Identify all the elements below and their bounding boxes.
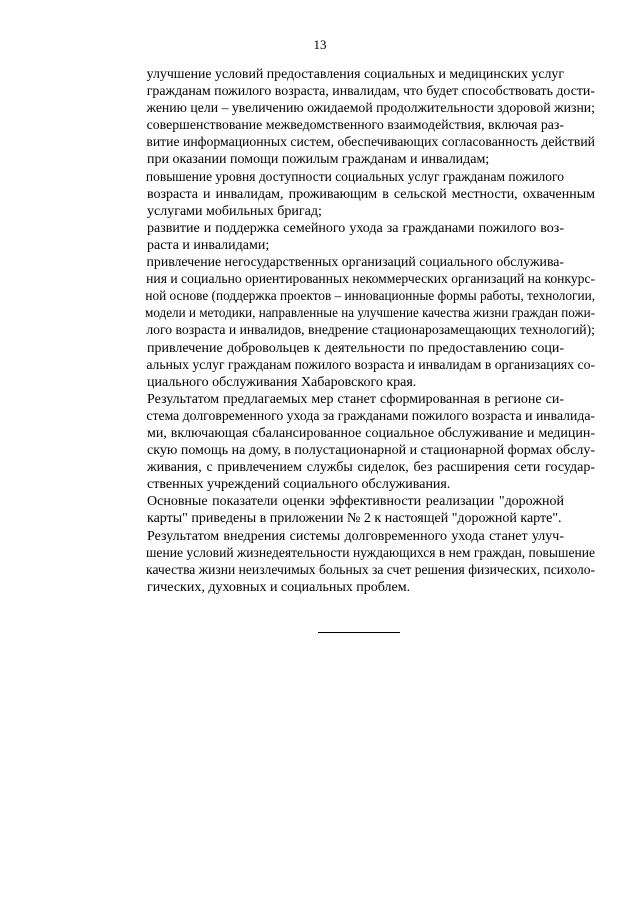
paragraph-interagency-cooperation bbox=[116, 117, 595, 168]
text-line: Результатом предлагаемых мер станет сформированная в регионе си- bbox=[147, 391, 564, 407]
paragraph-service-conditions bbox=[116, 66, 595, 117]
text-line: живания, с привлечением службы сиделок, без расширения сети государ- bbox=[147, 460, 596, 476]
text-line: ния и социально ориентированных некоммерческих организаций на конкурс- bbox=[146, 272, 596, 288]
text-line: улучшение условий предоставления социальных и медицинских услуг bbox=[146, 67, 564, 82]
text-line: стема долговременного ухода за гражданами пожилого возраста и инвалида- bbox=[146, 408, 595, 424]
text-line: привлечение негосударственных организаций социального обслужива- bbox=[146, 255, 564, 271]
page-number: 13 bbox=[313, 37, 327, 52]
body-text bbox=[116, 66, 595, 596]
text-line: совершенствование межведомственного взаимодействия, включая раз- bbox=[146, 118, 564, 134]
text-line: услугами мобильных бригад; bbox=[147, 203, 322, 219]
text-line: развитие и поддержка семейного ухода за гражданами пожилого воз- bbox=[147, 220, 564, 236]
end-separator-line bbox=[318, 632, 400, 633]
text-line: гражданам пожилого возраста, инвалидам, что будет способствовать дости- bbox=[146, 84, 595, 100]
text-line: карты" приведены в приложении № 2 к настоящей "дорожной карте". bbox=[147, 511, 562, 527]
text-line: привлечение добровольцев к деятельности по предоставлению соци- bbox=[147, 340, 564, 356]
text-line: шение условий жизнедеятельности нуждающихся в нем граждан, повышение bbox=[145, 545, 595, 561]
text-line: лого возраста и инвалидов, внедрение стационарозамещающих технологий); bbox=[146, 323, 595, 339]
paragraph-rural-access bbox=[116, 169, 595, 220]
text-line: при оказании помощи пожилым гражданам и инвалидам; bbox=[147, 152, 490, 168]
paragraph-nongovernment-organizations bbox=[116, 254, 595, 339]
text-line: циального обслуживания Хабаровского края. bbox=[147, 374, 417, 390]
text-line: качества жизни неизлечимых больных за счет решения физических, психоло- bbox=[146, 562, 596, 578]
paragraph-family-care bbox=[116, 220, 595, 254]
paragraph-volunteers bbox=[116, 340, 595, 391]
text-line: Основные показатели оценки эффективности реализации "дорожной bbox=[147, 494, 564, 510]
text-line: раста и инвалидами; bbox=[147, 237, 270, 253]
text-line: скую помощь на дому, в полустационарной и стационарной формах обслу- bbox=[147, 443, 595, 459]
paragraph-indicators bbox=[116, 493, 595, 527]
text-line: альных услуг гражданам пожилого возраста и инвалидам в организациях со- bbox=[146, 357, 595, 373]
text-line: повышение уровня доступности социальных услуг гражданам пожилого bbox=[145, 169, 564, 185]
text-line: возраста и инвалидам, проживающим в сельской местности, охваченным bbox=[147, 186, 595, 202]
text-line: Результатом внедрения системы долговременного ухода станет улуч- bbox=[147, 528, 564, 544]
text-line: ственных учреждений социального обслуживания. bbox=[147, 477, 451, 493]
paragraph-expected-result bbox=[116, 391, 595, 494]
text-line: жению цели – увеличению ожидаемой продолжительности здоровой жизни; bbox=[146, 101, 596, 117]
text-line: ми, включающая сбалансированное социальное обслуживание и медицин- bbox=[147, 425, 595, 441]
text-line: модели и методики, направленные на улучшение качества жизни граждан пожи- bbox=[145, 306, 595, 322]
text-line: витие информационных систем, обеспечивающих согласованность действий bbox=[146, 135, 596, 151]
text-line: гических, духовных и социальных проблем. bbox=[147, 579, 411, 595]
paragraph-implementation-result bbox=[116, 528, 595, 596]
text-line: ной основе (поддержка проектов – инновационные формы работы, технологии, bbox=[145, 289, 596, 305]
